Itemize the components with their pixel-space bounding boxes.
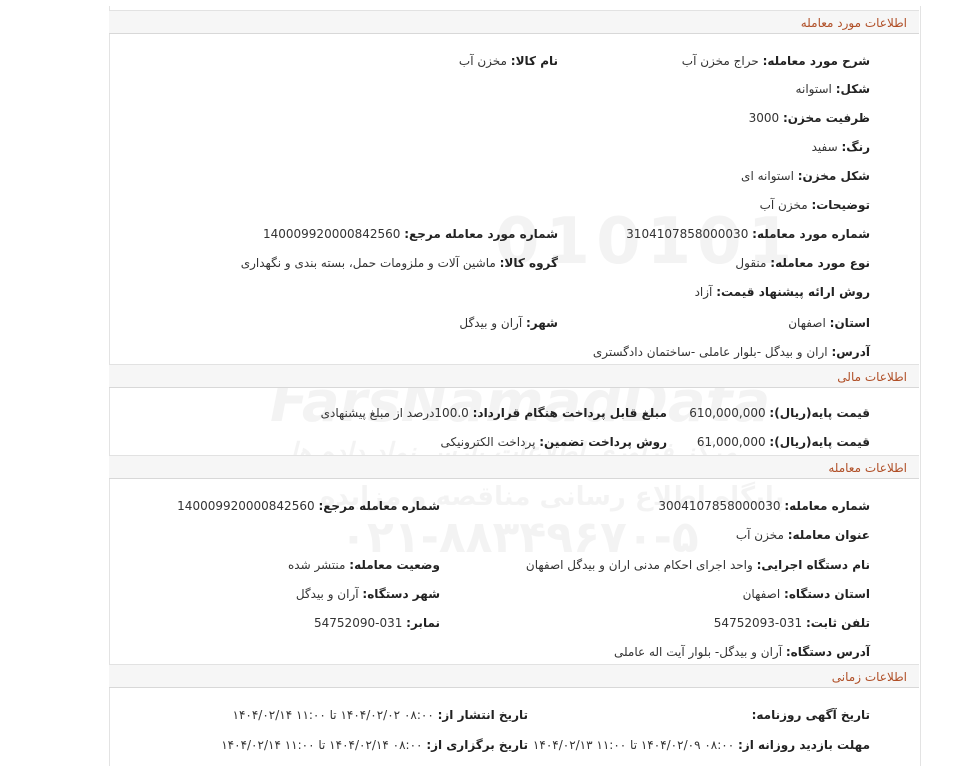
field-newspaper-date: [752, 707, 870, 723]
field-status: [288, 557, 440, 573]
field-visit-date: [533, 737, 870, 753]
field-color: [812, 139, 870, 155]
field-value: مخزن آب: [735, 528, 784, 542]
field-label: تاریخ انتشار از:: [437, 708, 528, 722]
field-value: پرداخت الکترونیکی: [440, 435, 536, 449]
field-value: 3104107858000030: [626, 227, 749, 241]
field-org-address: [614, 644, 870, 660]
field-label: تاریخ برگزاری از:: [426, 738, 528, 752]
field-value: ماشین آلات و ملزومات حمل، بسته بندی و نگهداری: [240, 256, 496, 270]
field-transaction-number: [658, 498, 870, 514]
field-label: قیمت پایه(ریال):: [769, 435, 870, 449]
field-value: ۰۸:۰۰ ۱۴۰۴/۰۲/۱۴ تا ۱۱:۰۰ ۱۴۰۴/۰۲/۱۴: [221, 738, 423, 752]
field-label: تاریخ آگهی روزنامه:: [751, 708, 870, 722]
field-guarantee: [441, 434, 667, 450]
field-value: منتشر شده: [287, 558, 346, 572]
field-executor: [526, 557, 870, 573]
field-value: 3004107858000030: [658, 499, 781, 513]
field-item-name: [459, 53, 558, 69]
field-value: 61,000,000: [696, 435, 766, 449]
field-value: منقول: [735, 256, 767, 270]
field-label: گروه کالا:: [499, 256, 558, 270]
field-base-price: [689, 405, 870, 421]
field-phone: [714, 615, 870, 631]
field-label: شهر:: [526, 316, 558, 330]
field-value: آران و بیدگل- بلوار آیت اله عاملی: [613, 645, 783, 659]
field-value: مخزن آب: [759, 198, 808, 212]
field-label: شماره معامله مرجع:: [318, 499, 440, 513]
field-value: ۰۸:۰۰ ۱۴۰۴/۰۲/۰۲ تا ۱۱:۰۰ ۱۴۰۴/۰۲/۱۴: [232, 708, 434, 722]
field-value: 100.0درصد از مبلغ پیشنهادی: [320, 406, 469, 420]
field-value: واحد اجرای احکام مدنی اران و بیدگل اصفهان: [525, 558, 753, 572]
field-value: استوانه: [795, 82, 832, 96]
field-value: 610,000,000: [689, 406, 766, 420]
field-value: 031-54752093: [713, 616, 803, 630]
field-city: [459, 315, 558, 331]
field-value: اران و بیدگل -بلوار عاملی -ساختمان دادگستری: [592, 345, 828, 359]
field-goods-group: [241, 255, 558, 271]
field-price-method: [695, 284, 870, 300]
field-shape: [796, 81, 870, 97]
field-label: روش ارائه پیشنهاد قیمت:: [716, 285, 870, 299]
field-hold-date: [221, 737, 528, 753]
field-address: [593, 344, 870, 360]
field-value: 140009920000842560: [177, 499, 315, 513]
field-label: قیمت پایه(ریال):: [769, 406, 870, 420]
section-header-financial: اطلاعات مالی: [109, 364, 919, 388]
section-header-deal-info: اطلاعات مورد معامله: [109, 10, 919, 34]
field-value: مخزن آب: [458, 54, 507, 68]
field-label: وضعیت معامله:: [349, 558, 440, 572]
field-org-province: [743, 586, 870, 602]
field-base-price-2: [697, 434, 870, 450]
field-label: آدرس:: [831, 345, 870, 359]
section-header-transaction: اطلاعات معامله: [109, 455, 919, 479]
field-notes: [760, 197, 870, 213]
field-org-city: [296, 586, 440, 602]
field-fax: [314, 615, 440, 631]
field-transaction-ref-number: [177, 498, 440, 514]
field-value: استوانه ای: [741, 169, 794, 183]
field-value: ۰۸:۰۰ ۱۴۰۴/۰۲/۰۹ تا ۱۱:۰۰ ۱۴۰۴/۰۲/۱۳: [532, 738, 735, 752]
field-deal-number: [626, 226, 870, 242]
field-value: اصفهان: [742, 587, 781, 601]
field-label: روش پرداخت تضمین:: [539, 435, 667, 449]
field-value: سفید: [811, 140, 838, 154]
field-value: آران و بیدگل: [295, 587, 359, 601]
field-description: [682, 53, 870, 69]
field-publish-date: [233, 707, 528, 723]
section-header-time: اطلاعات زمانی: [109, 664, 919, 688]
field-value: 031-54752090: [314, 616, 403, 630]
field-value: اصفهان: [788, 316, 826, 330]
field-label: آدرس دستگاه:: [785, 645, 870, 659]
field-label: نام دستگاه اجرایی:: [756, 558, 870, 572]
field-transaction-title: [736, 527, 870, 543]
field-value: 3000: [748, 111, 780, 125]
field-label: شماره معامله:: [784, 499, 870, 513]
field-label: نام کالا:: [510, 54, 558, 68]
field-value: حراج مخزن آب: [681, 54, 759, 68]
field-deal-type: [735, 255, 870, 271]
field-capacity: [749, 110, 870, 126]
field-label: عنوان معامله:: [787, 528, 870, 542]
field-label: ظرفیت مخزن:: [783, 111, 870, 125]
field-label: تلفن ثابت:: [805, 616, 870, 630]
field-label: مهلت بازدید روزانه از:: [738, 738, 870, 752]
field-label: شرح مورد معامله:: [762, 54, 870, 68]
field-ref-number: [263, 226, 558, 242]
field-label: شماره مورد معامله:: [752, 227, 870, 241]
field-label: شکل مخزن:: [797, 169, 870, 183]
field-payable: [321, 405, 667, 421]
field-value: 140009920000842560: [262, 227, 401, 241]
field-label: شماره مورد معامله مرجع:: [404, 227, 558, 241]
field-label: رنگ:: [841, 140, 870, 154]
field-label: شهر دستگاه:: [362, 587, 440, 601]
field-value: آزاد: [694, 285, 713, 299]
field-label: استان دستگاه:: [784, 587, 870, 601]
field-label: شکل:: [835, 82, 870, 96]
field-label: نوع مورد معامله:: [770, 256, 870, 270]
field-label: استان:: [829, 316, 870, 330]
field-tank-shape: [741, 168, 870, 184]
field-province: [788, 315, 870, 331]
field-value: آران و بیدگل: [459, 316, 523, 330]
field-label: توضیحات:: [811, 198, 870, 212]
field-label: مبلغ قابل پرداخت هنگام قرارداد:: [472, 406, 667, 420]
field-label: نمابر:: [406, 616, 440, 630]
